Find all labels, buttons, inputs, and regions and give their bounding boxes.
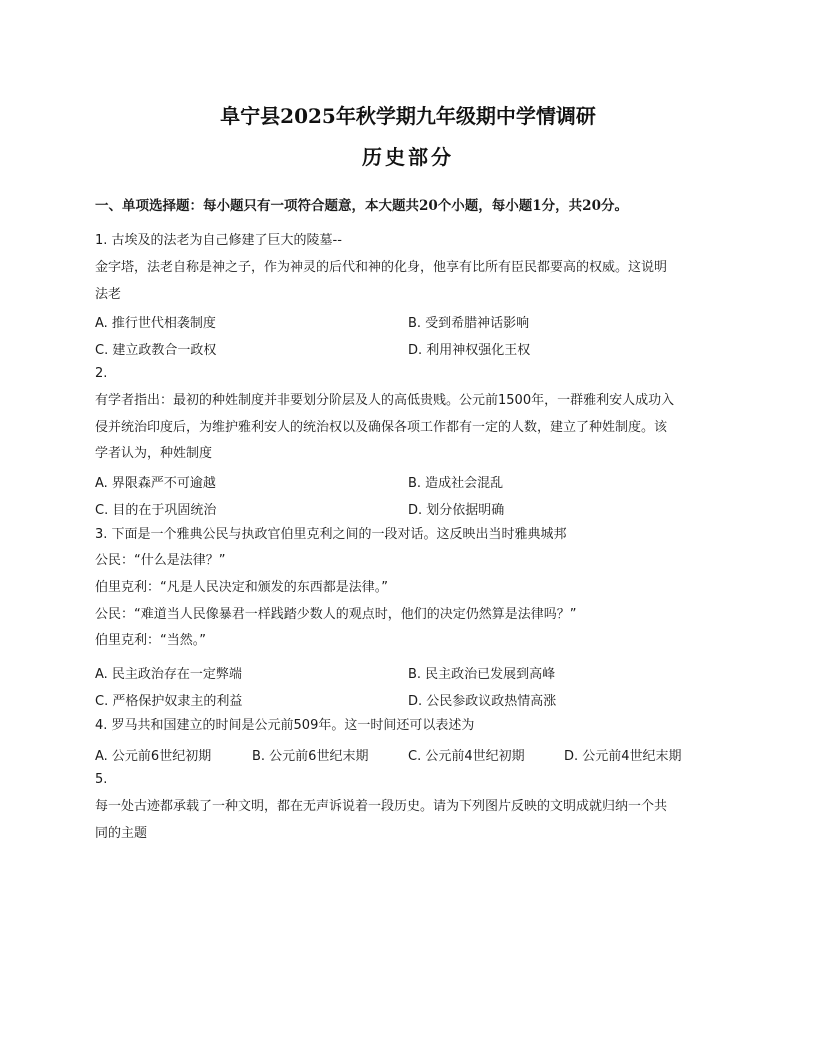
question-3-line: 伯里克利：“当然。” xyxy=(95,633,206,648)
question-2-line: 侵并统治印度后，为维护雅利安人的统治权以及确保各项工作都有一定的人数，建立了种姓制度。该 xyxy=(95,420,668,435)
question-2-line: 有学者指出：最初的种姓制度并非要划分阶层及人的高低贵贱。公元前1500年，一群雅利安人成功入 xyxy=(95,393,675,408)
question-3-line: 伯里克利：“凡是人民决定和颁发的东西都是法律。” xyxy=(95,580,388,595)
question-2-line: 2. xyxy=(95,366,108,381)
question-4-option-b: B. 公元前6世纪末期 xyxy=(252,749,369,764)
question-1-line: 法老 xyxy=(95,287,122,302)
question-3-option-d: D. 公民参政议政热情高涨 xyxy=(408,694,557,709)
question-1-option-c: C. 建立政教合一政权 xyxy=(95,343,217,358)
question-1-option-d: D. 利用神权强化王权 xyxy=(408,343,531,358)
question-4-option-c: C. 公元前4世纪初期 xyxy=(408,749,525,764)
question-3-line: 公民：“难道当人民像暴君一样践踏少数人的观点时，他们的决定仍然算是法律吗？” xyxy=(95,607,577,622)
question-1-line: 1. 古埃及的法老为自己修建了巨大的陵墓-- xyxy=(95,233,342,248)
question-4-line: 4. 罗马共和国建立的时间是公元前509年。这一时间还可以表述为 xyxy=(95,718,475,733)
question-2-option-d: D. 划分依据明确 xyxy=(408,503,505,518)
question-3-option-b: B. 民主政治已发展到高峰 xyxy=(408,667,556,682)
question-5-line: 同的主题 xyxy=(95,826,148,841)
page-subtitle: 历史部分 xyxy=(362,145,454,169)
question-2-option-c: C. 目的在于巩固统治 xyxy=(95,503,217,518)
question-3-line: 公民：“什么是法律？” xyxy=(95,553,226,568)
question-3-option-a: A. 民主政治存在一定弊端 xyxy=(95,667,242,682)
question-3-line: 3. 下面是一个雅典公民与执政官伯里克利之间的一段对话。这反映出当时雅典城邦 xyxy=(95,527,567,542)
question-5-line: 每一处古迹都承载了一种文明，都在无声诉说着一段历史。请为下列图片反映的文明成就归纳一个共 xyxy=(95,799,668,814)
page-title: 阜宁县2025年秋学期九年级期中学情调研 xyxy=(220,104,596,128)
question-2-option-b: B. 造成社会混乱 xyxy=(408,476,504,491)
question-4-option-a: A. 公元前6世纪初期 xyxy=(95,749,212,764)
question-3-option-c: C. 严格保护奴隶主的利益 xyxy=(95,694,243,709)
question-1-option-b: B. 受到希腊神话影响 xyxy=(408,316,530,331)
question-2-line: 学者认为，种姓制度 xyxy=(95,446,213,461)
section-heading: 一、单项选择题：每小题只有一项符合题意，本大题共20个小题，每小题1分，共20分。 xyxy=(95,198,628,214)
question-4-option-d: D. 公元前4世纪末期 xyxy=(564,749,682,764)
question-2-option-a: A. 界限森严不可逾越 xyxy=(95,476,216,491)
question-5-line: 5. xyxy=(95,772,108,787)
question-1-option-a: A. 推行世代相袭制度 xyxy=(95,316,216,331)
question-1-line: 金字塔，法老自称是神之子，作为神灵的后代和神的化身，他享有比所有臣民都要高的权威。这说明 xyxy=(95,260,668,275)
